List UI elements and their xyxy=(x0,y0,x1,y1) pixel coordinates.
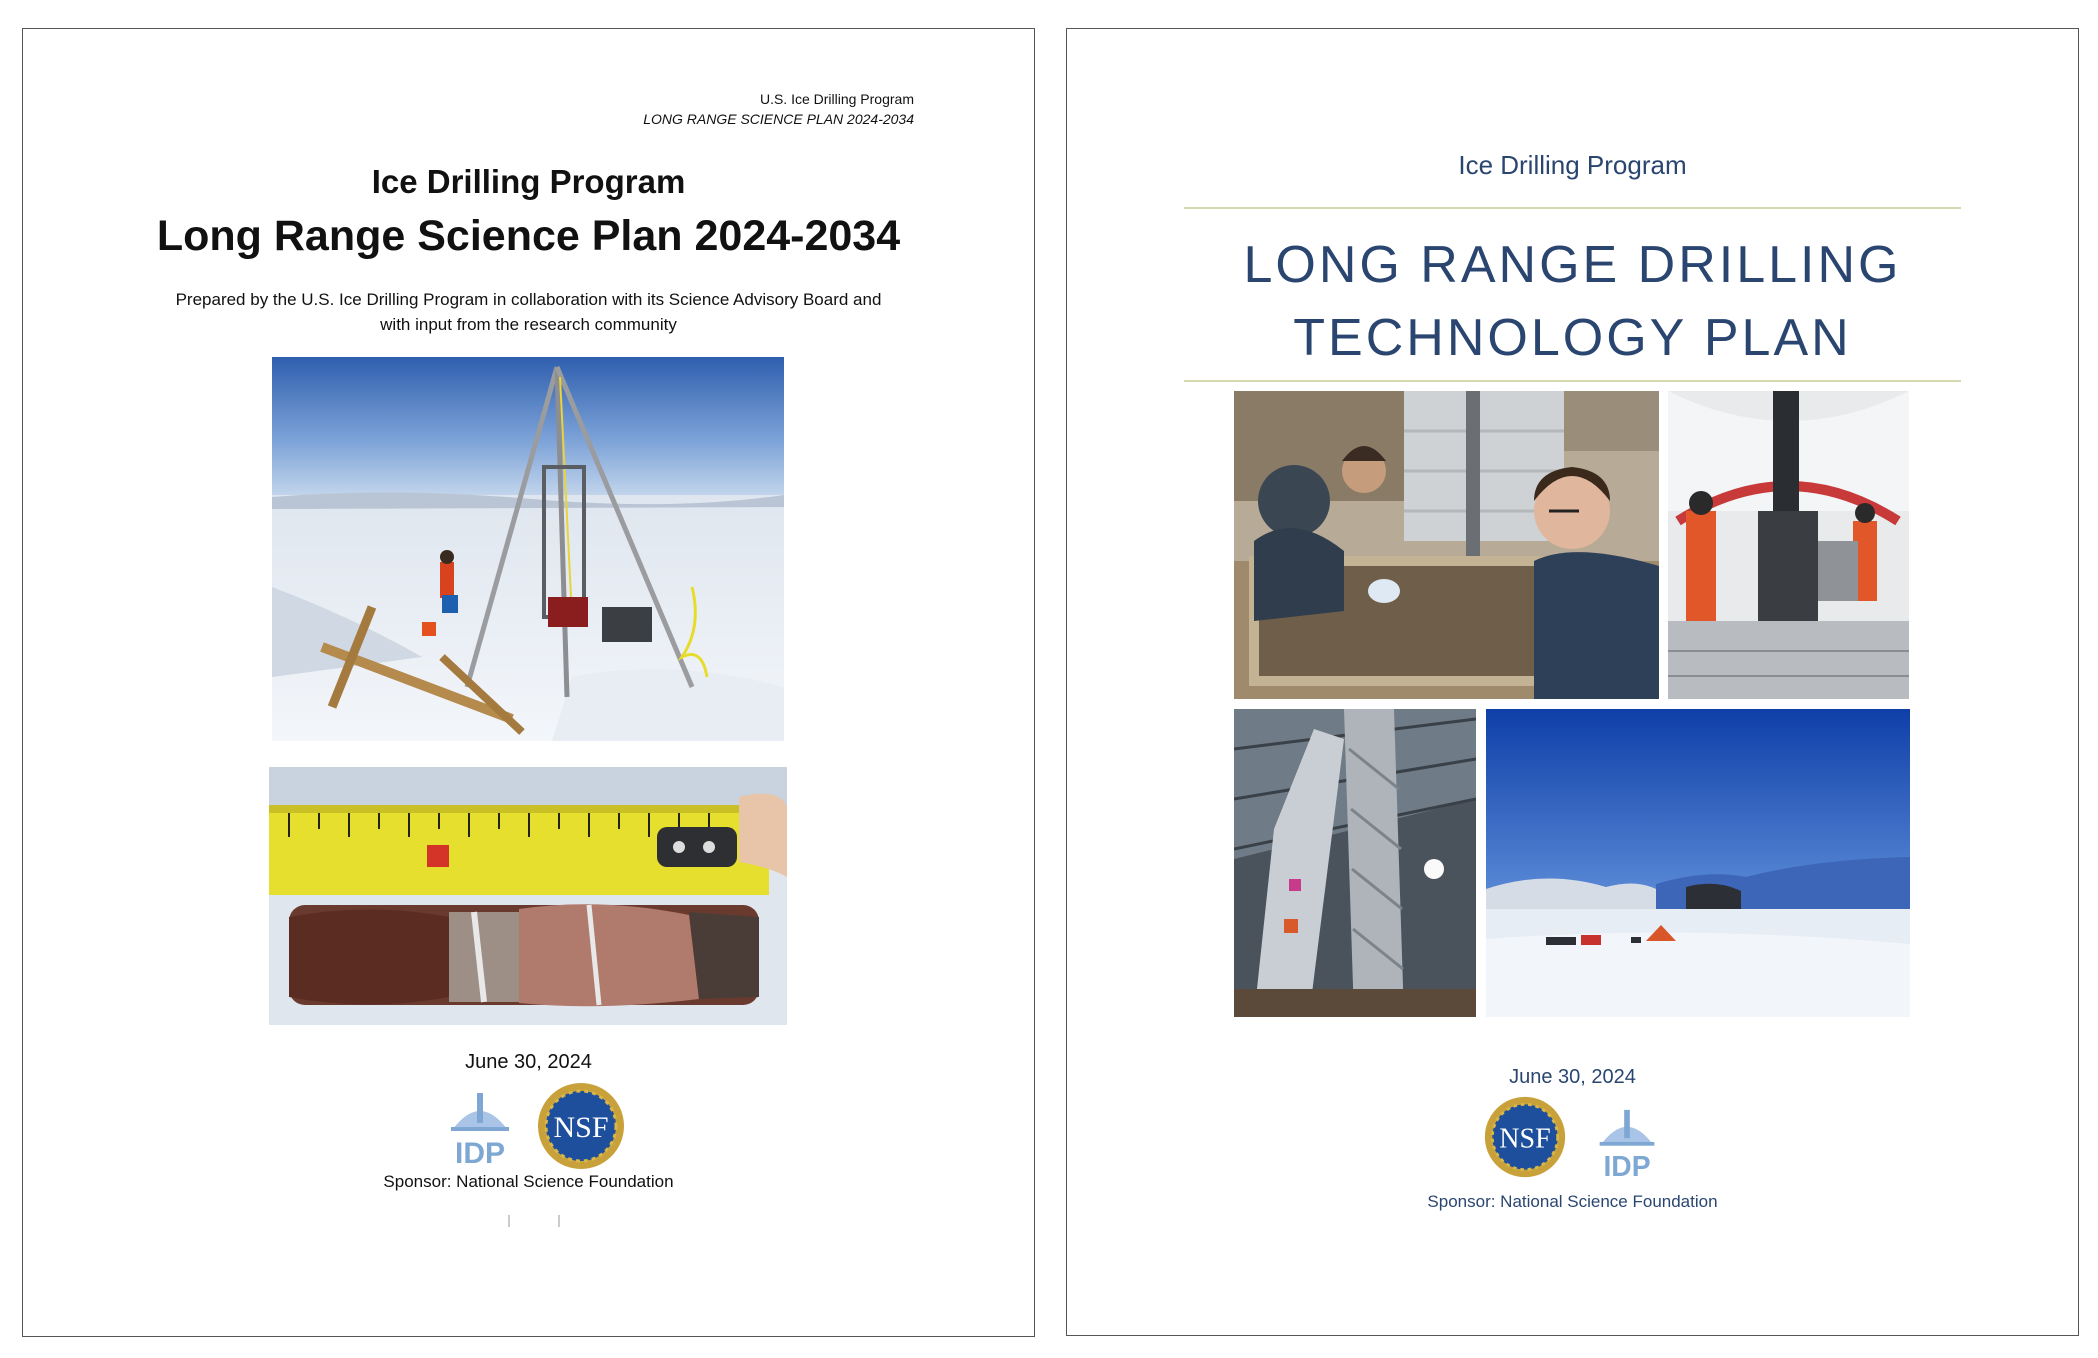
sponsor-line: Sponsor: National Science Foundation xyxy=(383,1172,674,1191)
nsf-logo-text: NSF xyxy=(1499,1123,1551,1155)
title-line-1: LONG RANGE DRILLING xyxy=(1243,236,1902,294)
header-plan-title: LONG RANGE SCIENCE PLAN 2024-2034 xyxy=(643,111,914,127)
technology-plan-cover-page xyxy=(1066,28,2079,1336)
publication-date: June 30, 2024 xyxy=(1509,1066,1636,1088)
title-line-plan: Long Range Science Plan 2024-2034 xyxy=(156,212,901,260)
prepared-by-subtitle xyxy=(143,287,914,337)
drill-tent-interior-photo xyxy=(1668,391,1909,699)
running-header xyxy=(643,89,914,129)
top-divider xyxy=(1184,207,1961,209)
science-plan-cover-page xyxy=(22,28,1035,1337)
title-line-2: TECHNOLOGY PLAN xyxy=(1293,309,1852,367)
subtitle-line-1: Prepared by the U.S. Ice Drilling Program in collaboration with its Science Advisory Board and xyxy=(175,290,882,309)
faint-page-marks xyxy=(505,1215,565,1229)
header-program: U.S. Ice Drilling Program xyxy=(759,91,914,107)
idp-logo xyxy=(445,1087,515,1165)
subtitle-line-2: with input from the research community xyxy=(380,315,677,334)
workshop-drill-inspection-photo xyxy=(1234,391,1659,699)
nsf-logo xyxy=(1482,1095,1568,1179)
drill-tower-closeup-photo xyxy=(1234,709,1476,1017)
title-line-program: Ice Drilling Program xyxy=(371,163,686,200)
idp-logo-text: IDP xyxy=(454,1137,506,1165)
ice-core-with-tape-measure-photo xyxy=(269,767,787,1025)
page-title xyxy=(1067,229,2078,375)
idp-logo-text: IDP xyxy=(1603,1149,1651,1179)
nsf-logo xyxy=(535,1081,627,1171)
idp-logo xyxy=(1594,1103,1660,1179)
program-name: Ice Drilling Program xyxy=(1458,150,1687,180)
antarctic-field-camp-photo xyxy=(1486,709,1910,1017)
publication-date: June 30, 2024 xyxy=(465,1051,592,1073)
bottom-divider xyxy=(1184,380,1961,382)
sponsor-line: Sponsor: National Science Foundation xyxy=(1427,1192,1718,1211)
drill-rig-on-ice-photo xyxy=(272,357,784,741)
nsf-logo-text: NSF xyxy=(553,1111,609,1144)
page-title xyxy=(23,155,1034,263)
